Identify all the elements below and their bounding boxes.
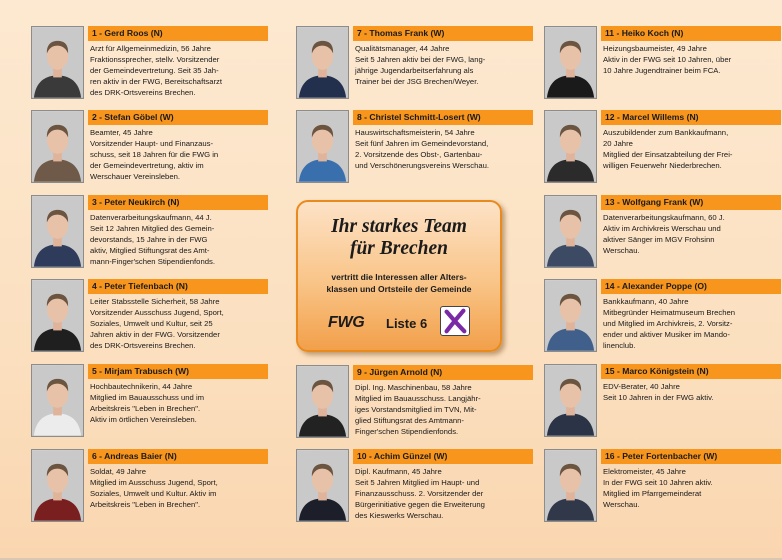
candidate-photo (544, 195, 597, 268)
description-line: Bankkaufmann, 40 Jahre (603, 297, 689, 306)
description-line: Mitbegründer Heimatmuseum Brechen (603, 307, 736, 317)
candidate-name: 10 - Achim Günzel (W) (353, 449, 533, 464)
candidate-photo (31, 195, 84, 268)
candidate-description (603, 297, 781, 352)
candidate-name: 12 - Marcel Willems (N) (601, 110, 781, 125)
candidate-photo (296, 365, 349, 438)
team-slogan-box (296, 200, 502, 352)
candidate-description (603, 382, 781, 404)
candidate-description (90, 297, 268, 352)
description-line: schuss, seit 18 Jahren für die FWG in (90, 149, 219, 159)
candidate-name: 3 - Peter Neukirch (N) (88, 195, 268, 210)
description-line: Elektromeister, 45 Jahre (603, 467, 686, 476)
description-line: Seit 10 Jahren in der FWG aktiv. (603, 392, 714, 402)
description-line: Arbeitskreis "Leben in Brechen". (90, 499, 201, 509)
description-line: Hauswirtschaftsmeisterin, 54 Jahre (355, 128, 475, 137)
description-line: Soziales, Umwelt und Kultur. Aktiv im (90, 488, 217, 498)
candidate-description (603, 44, 781, 77)
slogan-line: Ihr starkes Team (331, 216, 467, 237)
candidate-name: 14 - Alexander Poppe (O) (601, 279, 781, 294)
ballot-cross-icon (440, 306, 470, 336)
description-line: Mitglied im Bauausschuss. Langjähr- (355, 393, 481, 403)
description-line: EDV-Berater, 40 Jahre (603, 382, 680, 391)
description-line: Aktiv im örtlichen Vereinsleben. (90, 414, 197, 424)
description-line: Leiter Stabsstelle Sicherheit, 58 Jahre (90, 297, 220, 306)
description-line: ren aktiv in der FWG, Bereitschaftsarzt (90, 76, 223, 86)
description-line: der Gemeindevertretung, aktiv im (90, 160, 204, 170)
description-line: Soziales, Umwelt und Kultur, seit 25 (90, 318, 213, 328)
candidate-description (90, 382, 268, 426)
description-line: der Gemeindevertretung. Seit 35 Jah- (90, 65, 219, 75)
fwg-logo: FWG (328, 314, 365, 331)
description-line: Hochbautechnikerin, 44 Jahre (90, 382, 193, 391)
description-line: und Mitglied im Archivkreis, 2. Vorsitz- (603, 318, 733, 328)
candidate-name: 15 - Marco Königstein (N) (601, 364, 781, 379)
description-line: Qualitätsmanager, 44 Jahre (355, 44, 450, 53)
description-line: Mitglied der Einsatzabteilung der Frei- (603, 149, 733, 159)
candidate-description (90, 128, 268, 183)
candidate-name: 2 - Stefan Göbel (W) (88, 110, 268, 125)
list-number: Liste 6 (386, 316, 428, 331)
description-line: Werschau. (603, 499, 640, 509)
candidate-name: 13 - Wolfgang Frank (W) (601, 195, 781, 210)
slogan-heading (298, 216, 500, 260)
candidate-photo (296, 449, 349, 522)
description-line: Jahren aktiv in der FWG. Vorsitzender (90, 329, 220, 339)
slogan-line: für Brechen (349, 238, 449, 259)
description-line: Fraktionssprecher, stellv. Vorsitzender (90, 54, 220, 64)
description-line: 20 Jahre (603, 138, 633, 148)
candidate-photo (544, 26, 597, 99)
description-line: Beamter, 45 Jahre (90, 128, 153, 137)
description-line: In der FWG seit 10 Jahren aktiv. (603, 477, 713, 487)
candidate-name: 16 - Peter Fortenbacher (W) (601, 449, 781, 464)
candidate-description (603, 467, 781, 511)
candidate-name: 11 - Heiko Koch (N) (601, 26, 781, 41)
candidate-name: 4 - Peter Tiefenbach (N) (88, 279, 268, 294)
candidate-photo (544, 279, 597, 352)
candidate-photo (31, 26, 84, 99)
candidate-photo (544, 364, 597, 437)
description-line: Datenverarbeitungskaufmann, 60 J. (603, 213, 725, 222)
description-line: Finanzausschuss. 2. Vorsitzender der (355, 488, 484, 498)
candidate-photo (31, 449, 84, 522)
candidate-name: 7 - Thomas Frank (W) (353, 26, 533, 41)
description-line: willigen Feuerwehr Niederbrechen. (603, 160, 722, 170)
candidate-photo (544, 449, 597, 522)
candidate-photo (296, 26, 349, 99)
description-line: Trainer bei der JSG Brechen/Weyer. (355, 76, 479, 86)
candidate-description (355, 44, 533, 88)
description-line: Werschau. (603, 245, 640, 255)
description-line: Aktiv in der FWG seit 10 Jahren, über (603, 54, 732, 64)
candidate-name: 9 - Jürgen Arnold (N) (353, 365, 533, 380)
tagline (298, 271, 500, 295)
description-line: Mitglied im Pfarrgemeinderat (603, 488, 702, 498)
description-line: iges Vorstandsmitglied im TVN, Mit- (355, 404, 477, 414)
candidate-photo (544, 110, 597, 183)
description-line: Vorsitzender Ausschuss Jugend, Sport, (90, 307, 224, 317)
description-line: Vorsitzender Haupt- und Finanzaus- (90, 138, 214, 148)
candidate-description (90, 44, 268, 99)
description-line: Arzt für Allgemeinmedizin, 56 Jahre (90, 44, 211, 53)
description-line: Bürgerinitiative gegen die Erweiterung (355, 499, 485, 509)
description-line: jährige Jugendarbeitserfahrung als (355, 65, 474, 75)
candidate-description (603, 213, 781, 257)
description-line: 10 Jahre Jugendtrainer beim FCA. (603, 65, 721, 75)
description-line: Dipl. Kaufmann, 45 Jahre (355, 467, 442, 476)
description-line: Mitglied im Bauausschuss und im (90, 392, 205, 402)
description-line: Datenverarbeitungskaufmann, 44 J. (90, 213, 212, 222)
candidate-photo (31, 279, 84, 352)
description-line: Dipl. Ing. Maschinenbau, 58 Jahre (355, 383, 472, 392)
description-line: Werschauer Vereinsleben. (90, 171, 181, 181)
candidate-description (355, 383, 533, 438)
candidate-description (355, 128, 533, 172)
candidate-name: 8 - Christel Schmitt-Losert (W) (353, 110, 533, 125)
description-line: devorstands, 15 Jahre in der FWG (90, 234, 208, 244)
candidate-description (603, 128, 781, 172)
tagline-line: vertritt die Interessen aller Alters- (331, 272, 467, 282)
description-line: Seit 12 Jahren Mitglied des Gemein- (90, 223, 215, 233)
description-line: Arbeitskreis "Leben in Brechen". (90, 403, 201, 413)
candidate-name: 1 - Gerd Roos (N) (88, 26, 268, 41)
description-line: Soldat, 49 Jahre (90, 467, 146, 476)
description-line: 2. Vorsitzende des Obst-, Gartenbau- (355, 149, 483, 159)
description-line: mann-Finger'schen Stipendienfonds. (90, 256, 215, 266)
tagline-line: klassen und Ortsteile der Gemeinde (326, 284, 472, 294)
description-line: des DRK-Ortsvereins Brechen. (90, 340, 196, 350)
candidate-photo (31, 364, 84, 437)
description-line: Mitglied im Ausschuss Jugend, Sport, (90, 477, 218, 487)
description-line: Seit fünf Jahren im Gemeindevorstand, (355, 138, 489, 148)
description-line: Finger'schen Stipendienfonds. (355, 426, 459, 436)
description-line: des DRK-Ortsvereins Brechen. (90, 87, 196, 97)
description-line: Auszubildender zum Bankkaufmann, (603, 128, 729, 137)
candidate-photo (296, 110, 349, 183)
candidate-name: 6 - Andreas Baier (N) (88, 449, 268, 464)
description-line: Seit 5 Jahren aktiv bei der FWG, lang- (355, 54, 486, 64)
candidate-description (355, 467, 533, 522)
description-line: linenclub. (603, 340, 636, 350)
candidate-description (90, 467, 268, 511)
description-line: ender und aktiver Musiker im Mando- (603, 329, 730, 339)
candidate-description (90, 213, 268, 268)
description-line: glied Stiftungsrat des Amtmann- (355, 415, 464, 425)
description-line: des Kieswerks Werschau. (355, 510, 444, 520)
description-line: aktiv, Mitglied Stiftungsrat des Amt- (90, 245, 210, 255)
description-line: aktiver Sänger im MGV Frohsinn (603, 234, 715, 244)
description-line: Heizungsbaumeister, 49 Jahre (603, 44, 707, 53)
description-line: Aktiv im Archivkreis Werschau und (603, 223, 721, 233)
candidate-name: 5 - Mirjam Trabusch (W) (88, 364, 268, 379)
candidate-photo (31, 110, 84, 183)
description-line: Seit 5 Jahren Mitglied im Haupt- und (355, 477, 480, 487)
description-line: und Verschönerungsvereins Werschau. (355, 160, 490, 170)
